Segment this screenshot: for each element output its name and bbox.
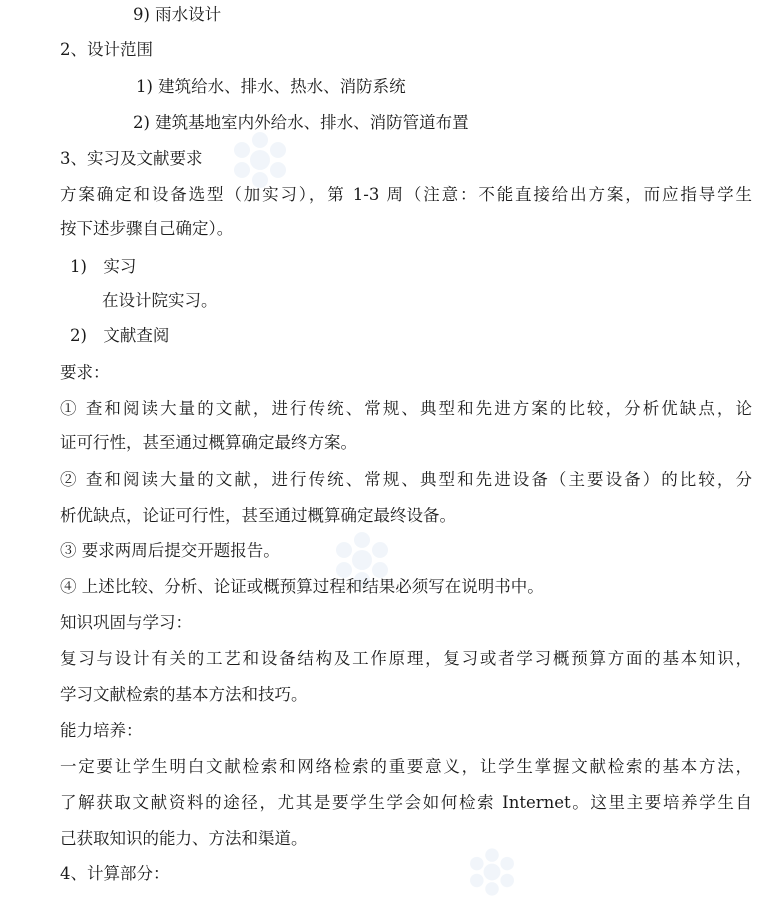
paragraph-plan-line-2: 按下述步骤自己确定）。 [60, 219, 234, 238]
ability-line-1: 一定要让学生明白文献检索和网络检索的重要意义，让学生掌握文献检索的基本方法， [60, 757, 752, 776]
requirements-label: 要求： [60, 363, 110, 382]
section-heading-calculation: 4、计算部分： [60, 864, 170, 883]
scope-item-2: 2) 建筑基地室内外给水、排水、消防管道布置 [133, 113, 469, 132]
heading-ability: 能力培养： [60, 721, 143, 740]
requirement-1-line-1: ① 查和阅读大量的文献，进行传统、常规、典型和先进方案的比较，分析优缺点，论 [60, 399, 752, 418]
requirement-1-line-2: 证可行性，甚至通过概算确定最终方案。 [60, 433, 357, 452]
section-heading-design-scope: 2、设计范围 [60, 40, 153, 59]
knowledge-line-2: 学习文献检索的基本方法和技巧。 [60, 685, 308, 704]
watermark-snowflake-icon [228, 128, 292, 192]
knowledge-line-1: 复习与设计有关的工艺和设备结构及工作原理，复习或者学习概预算方面的基本知识， [60, 649, 752, 668]
subheading-literature: 2) 文献查阅 [70, 326, 170, 345]
requirement-2-line-1: ② 查和阅读大量的文献，进行传统、常规、典型和先进设备（主要设备）的比较，分 [60, 470, 752, 489]
internship-detail: 在设计院实习。 [102, 291, 218, 310]
subheading-internship: 1) 实习 [70, 257, 137, 276]
heading-knowledge: 知识巩固与学习： [60, 613, 192, 632]
requirement-4: ④ 上述比较、分析、论证或概预算过程和结果必须写在说明书中。 [60, 577, 544, 596]
item-rainwater-design: 9) 雨水设计 [133, 5, 222, 24]
section-heading-internship: 3、实习及文献要求 [60, 149, 203, 168]
scope-item-1: 1) 建筑给水、排水、热水、消防系统 [136, 77, 406, 96]
ability-line-3: 己获取知识的能力、方法和渠道。 [60, 829, 308, 848]
watermark-snowflake-icon [465, 845, 519, 899]
paragraph-plan-line-1: 方案确定和设备选型（加实习），第 1-3 周（注意：不能直接给出方案，而应指导学生 [60, 185, 752, 204]
requirement-3: ③ 要求两周后提交开题报告。 [60, 541, 280, 560]
ability-line-2: 了解获取文献资料的途径，尤其是要学生学会如何检索 Internet。这里主要培养学生自 [60, 793, 752, 812]
requirement-2-line-2: 析优缺点，论证可行性，甚至通过概算确定最终设备。 [60, 506, 456, 525]
